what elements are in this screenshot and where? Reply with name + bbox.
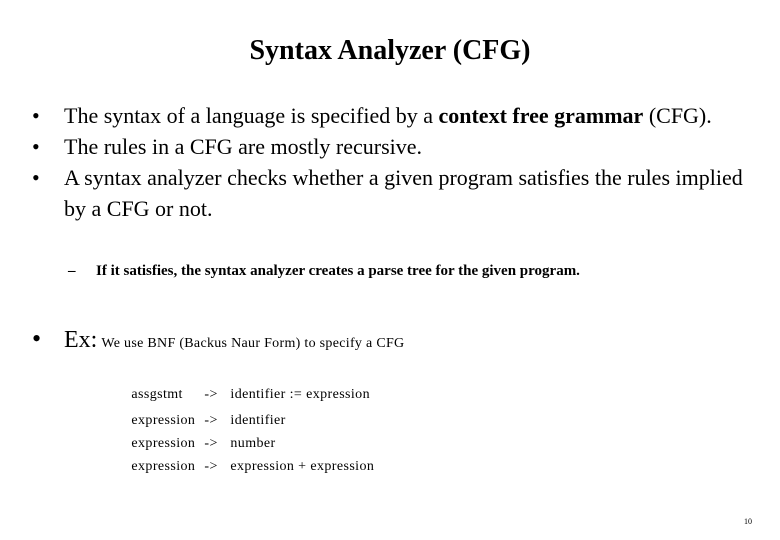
bullet-item-cfg	[30, 100, 750, 131]
rule-lhs: expression	[131, 436, 196, 451]
rule-rhs: number	[230, 436, 276, 451]
bullet-text: A syntax analyzer checks whether a given program satisfies the rules implied by a CFG or not.	[64, 165, 743, 221]
sub-bullet-text: If it satisfies, the syntax analyzer creates a parse tree for the given program.	[96, 263, 580, 279]
slide-title: Syntax Analyzer (CFG)	[249, 35, 531, 66]
rule-arrow: ->	[204, 387, 218, 402]
rule-rhs: expression + expression	[230, 459, 375, 474]
example-line	[32, 322, 404, 361]
bullet-item-recursive	[30, 131, 750, 162]
rule-lhs: expression	[131, 413, 196, 428]
example-label: Ex:	[64, 327, 98, 353]
rule-lhs: assgstmt	[131, 387, 183, 402]
bullet-dot-icon: •	[32, 324, 42, 353]
rule-rhs: identifier	[230, 413, 286, 428]
rule-arrow: ->	[204, 459, 218, 474]
grammar-rule	[108, 365, 374, 402]
bullet-text: The syntax of a language is specified by a	[64, 103, 439, 128]
bullet-item-analyzer	[30, 162, 750, 224]
bullet-dot-icon: •	[32, 103, 40, 128]
dash-icon: –	[68, 263, 76, 279]
rule-rhs: identifier := expression	[230, 387, 370, 402]
bullet-text: The rules in a CFG are mostly recursive.	[64, 134, 423, 159]
page-number: 10	[744, 517, 752, 526]
bullet-emphasis: context free grammar	[438, 103, 644, 128]
example-text: We use BNF (Backus Naur Form) to specify a CFG	[101, 336, 405, 351]
bullet-dot-icon: •	[32, 165, 40, 190]
bullet-list	[30, 100, 750, 224]
rule-arrow: ->	[204, 413, 218, 428]
rule-arrow: ->	[204, 436, 218, 451]
rule-lhs: expression	[131, 459, 196, 474]
bullet-text: (CFG).	[643, 103, 712, 128]
sub-bullet-parse-tree	[68, 260, 580, 282]
bullet-dot-icon: •	[32, 134, 40, 159]
grammar-rules	[108, 365, 375, 474]
